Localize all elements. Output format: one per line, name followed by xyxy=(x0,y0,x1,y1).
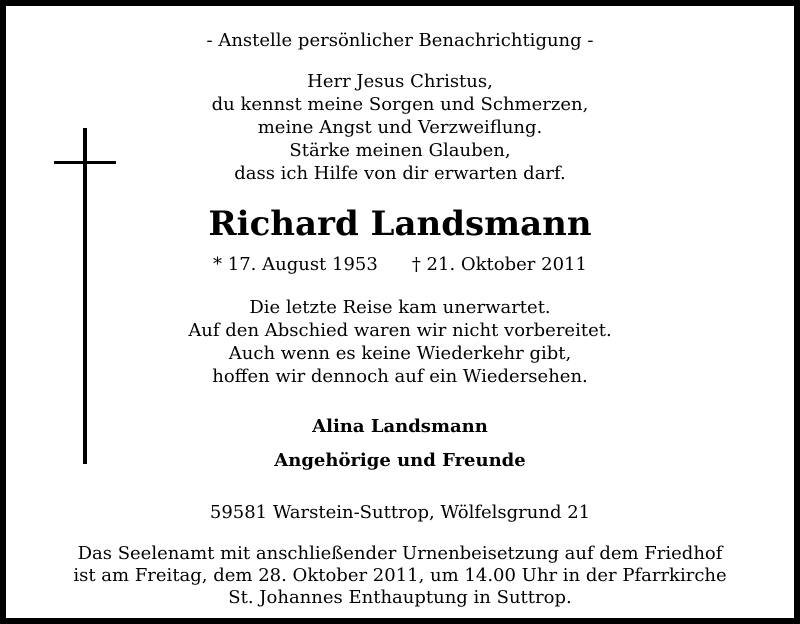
mourner-name: Alina Landsmann xyxy=(312,416,488,437)
poem-line: Auch wenn es keine Wiederkehr gibt, xyxy=(228,343,572,364)
family-address: 59581 Warstein-Suttrop, Wölfelsgrund 21 xyxy=(209,502,591,523)
service-line: Das Seelenamt mit anschließender Urnenbeisetzung auf dem Friedhof xyxy=(77,543,723,564)
mourner-group: Angehörige und Freunde xyxy=(274,450,526,471)
service-line: St. Johannes Enthauptung in Suttrop. xyxy=(228,587,572,608)
deceased-name: Richard Landsmann xyxy=(208,204,592,244)
prayer-verse xyxy=(6,70,794,185)
prayer-line: Herr Jesus Christus, xyxy=(307,71,493,92)
death-date: † 21. Oktober 2011 xyxy=(411,254,587,275)
birth-date: * 17. August 1953 xyxy=(213,254,378,275)
poem-line: hoffen wir dennoch auf ein Wiedersehen. xyxy=(212,366,588,387)
life-dates xyxy=(6,254,794,276)
poem-line: Die letzte Reise kam unerwartet. xyxy=(249,297,551,318)
notice-header: - Anstelle persönlicher Benachrichtigung - xyxy=(206,30,594,51)
prayer-line: Stärke meinen Glauben, xyxy=(289,140,511,161)
prayer-line: du kennst meine Sorgen und Schmerzen, xyxy=(211,94,589,115)
prayer-line: dass ich Hilfe von dir erwarten darf. xyxy=(234,163,566,184)
service-announcement xyxy=(6,543,794,609)
farewell-poem xyxy=(6,296,794,388)
prayer-line: meine Angst und Verzweiflung. xyxy=(257,117,543,138)
poem-line: Auf den Abschied waren wir nicht vorbereitet. xyxy=(188,320,612,341)
service-line: ist am Freitag, dem 28. Oktober 2011, um 14.00 Uhr in der Pfarrkirche xyxy=(73,565,727,586)
